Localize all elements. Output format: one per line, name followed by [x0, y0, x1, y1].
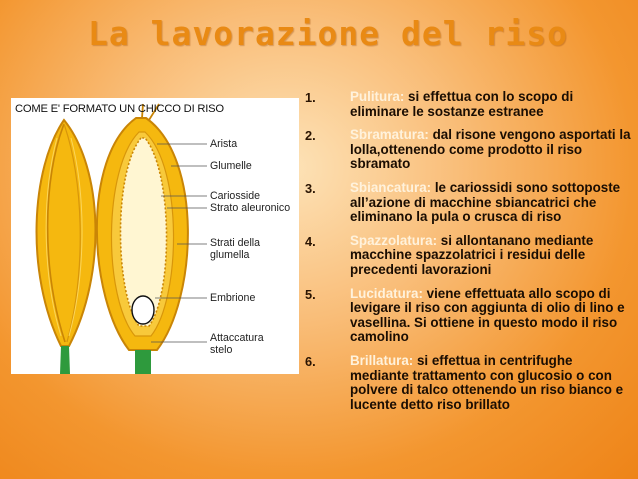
step-description: si allontanano mediante macchine spazzolatrici i residui delle precedenti lavorazioni — [350, 232, 594, 277]
list-item — [303, 181, 633, 225]
list-item — [303, 234, 633, 278]
step-description: viene effettuata allo scopo di levigare il riso con aggiunta di olio di lino e vasellina. Si ottiene in questo modo il riso camolino — [350, 285, 625, 345]
step-term: Sbiancatura: — [350, 179, 432, 195]
slide-title: La lavorazione del riso — [88, 14, 568, 53]
list-item — [303, 287, 633, 345]
label-attaccatura-line2: stelo — [210, 344, 233, 356]
step-description: le cariossidi sono sottoposte all’azione di macchine sbiancatrici che eliminano la pula o crusca di riso — [350, 179, 621, 225]
label-cariosside: Cariosside — [210, 190, 261, 202]
grain-cross-section-drawing — [97, 104, 188, 374]
step-number: 6. — [305, 353, 316, 369]
figure-caption: COME E' FORMATO UN CHICCO DI RISO — [15, 103, 224, 115]
label-strato-aleuronico: Strato aleuronico — [210, 202, 291, 214]
list-item — [303, 354, 633, 412]
step-number: 2. — [305, 128, 316, 144]
step-term: Lucidatura: — [350, 285, 423, 301]
step-description: si effettua con lo scopo di eliminare le sostanze estranee — [350, 89, 574, 119]
step-number: 3. — [305, 180, 316, 196]
list-item — [303, 128, 633, 172]
step-number: 1. — [305, 90, 316, 105]
step-description: dal risone vengono asportati la lolla,ottenendo come prodotto il riso sbramato — [350, 127, 631, 172]
label-strati-line1: Strati della — [210, 237, 261, 249]
step-description: si effettua in centrifughe mediante trattamento con glucosio o con polvere di talco ottenendo un riso bianco e lucente detto riso brillato — [350, 352, 624, 412]
step-number: 4. — [305, 233, 316, 249]
step-number: 5. — [305, 286, 316, 302]
step-term: Spazzolatura: — [350, 232, 438, 248]
label-glumelle: Glumelle — [210, 160, 252, 172]
whole-grain-drawing — [37, 120, 96, 374]
label-attaccatura-line1: Attaccatura — [210, 332, 264, 344]
label-arista: Arista — [210, 138, 238, 150]
step-term: Brillatura: — [350, 352, 414, 368]
label-embrione: Embrione — [210, 292, 256, 304]
list-item — [303, 90, 633, 119]
step-term: Sbramatura: — [350, 127, 429, 143]
rice-grain-figure — [11, 98, 299, 374]
label-strati-line2: glumella — [210, 249, 250, 261]
step-term: Pulitura: — [350, 89, 405, 104]
processing-steps-list — [303, 90, 633, 421]
